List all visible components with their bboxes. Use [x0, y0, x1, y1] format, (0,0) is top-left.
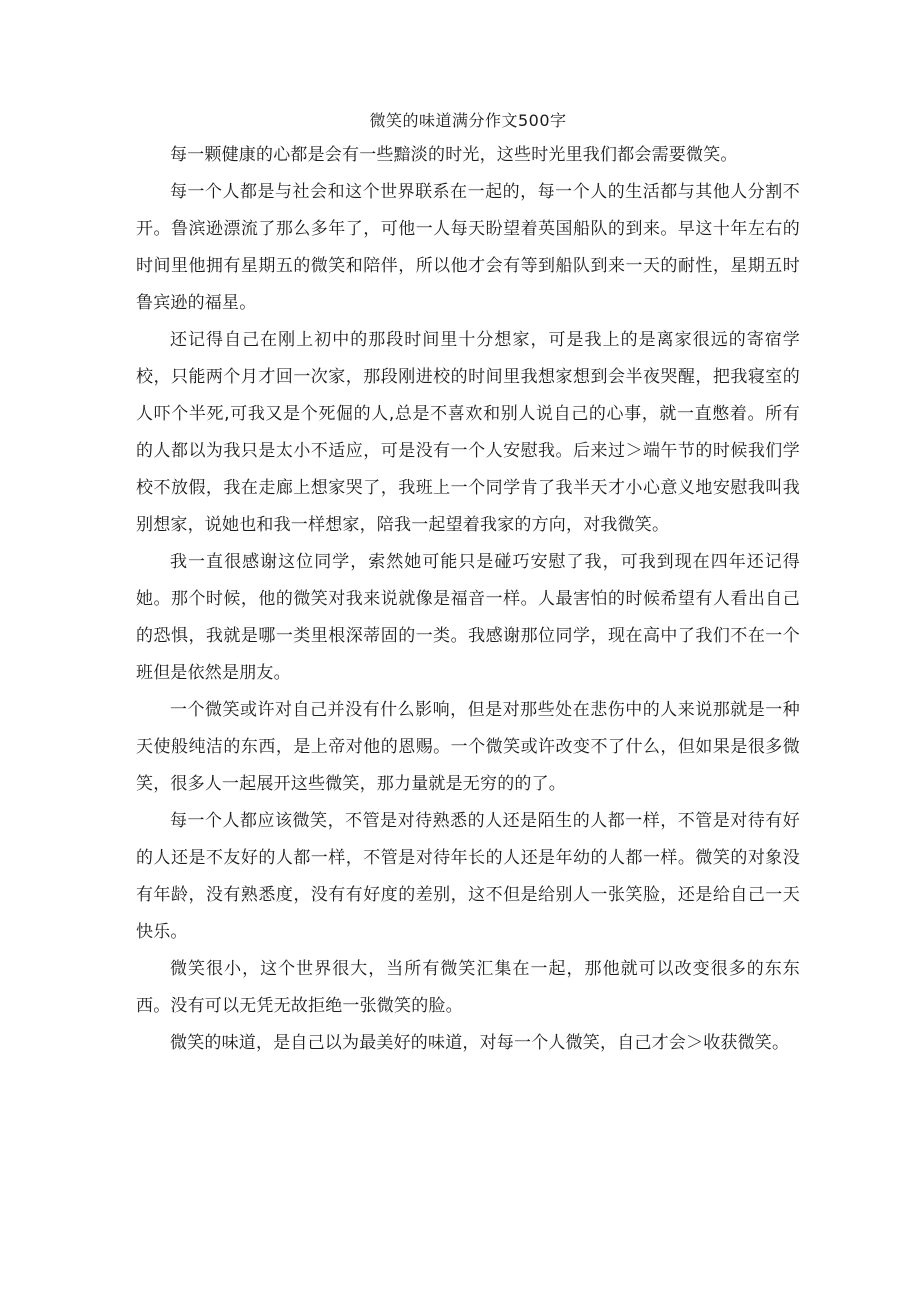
paragraph: 微笑很小，这个世界很大，当所有微笑汇集在一起，那他就可以改变很多的东东西。没有可以无凭无故拒绝一张微笑的脸。	[136, 959, 800, 1016]
paragraph: 微笑的味道，是自己以为最美好的味道，对每一个人微笑，自己才会＞收获微笑。	[170, 1033, 790, 1053]
paragraph: 每一个人都应该微笑，不管是对待熟悉的人还是陌生的人都一样，不管是对待有好的人还是不友好的人都一样，不管是对待年长的人还是年幼的人都一样。微笑的对象没有年龄，没有熟悉度，没有有好度的差别，这不但是给别人一张笑脸，还是给自己一天快乐。	[136, 811, 800, 942]
paragraph: 我一直很感谢这位同学，索然她可能只是碰巧安慰了我，可我到现在四年还记得她。那个时候，他的微笑对我来说就像是福音一样。人最害怕的时候希望有人看出自己的恐惧，我就是哪一类里根深蒂固的一类。我感谢那位同学，现在高中了我们不在一个班但是依然是朋友。	[136, 552, 800, 683]
document-title: 微笑的味道满分作文500字	[369, 111, 567, 130]
paragraph: 每一颗健康的心都是会有一些黯淡的时光，这些时光里我们都会需要微笑。	[170, 145, 738, 165]
document-body	[136, 106, 800, 1062]
paragraph: 每一个人都是与社会和这个世界联系在一起的，每一个人的生活都与其他人分割不开。鲁滨逊漂流了那么多年了，可他一人每天盼望着英国船队的到来。早这十年左右的时间里他拥有星期五的微笑和陪伴，所以他才会有等到船队到来一天的耐性，星期五时鲁宾逊的福星。	[136, 182, 800, 313]
paragraph: 一个微笑或许对自己并没有什么影响，但是对那些处在悲伤中的人来说那就是一种天使般纯洁的东西，是上帝对他的恩赐。一个微笑或许改变不了什么，但如果是很多微笑，很多人一起展开这些微笑，那力量就是无穷的的了。	[136, 700, 800, 794]
paragraph: 还记得自己在刚上初中的那段时间里十分想家，可是我上的是离家很远的寄宿学校，只能两个月才回一次家，那段刚进校的时间里我想家想到会半夜哭醒，把我寝室的人吓个半死,可我又是个死倔的人,总是不喜欢和别人说自己的心事，就一直憋着。所有的人都以为我只是太小不适应，可是没有一个人安慰我。后来过＞端午节的时候我们学校不放假，我在走廊上想家哭了，我班上一个同学肯了我半天才小心意义地安慰我叫我别想家，说她也和我一样想家，陪我一起望着我家的方向，对我微笑。	[136, 330, 800, 535]
